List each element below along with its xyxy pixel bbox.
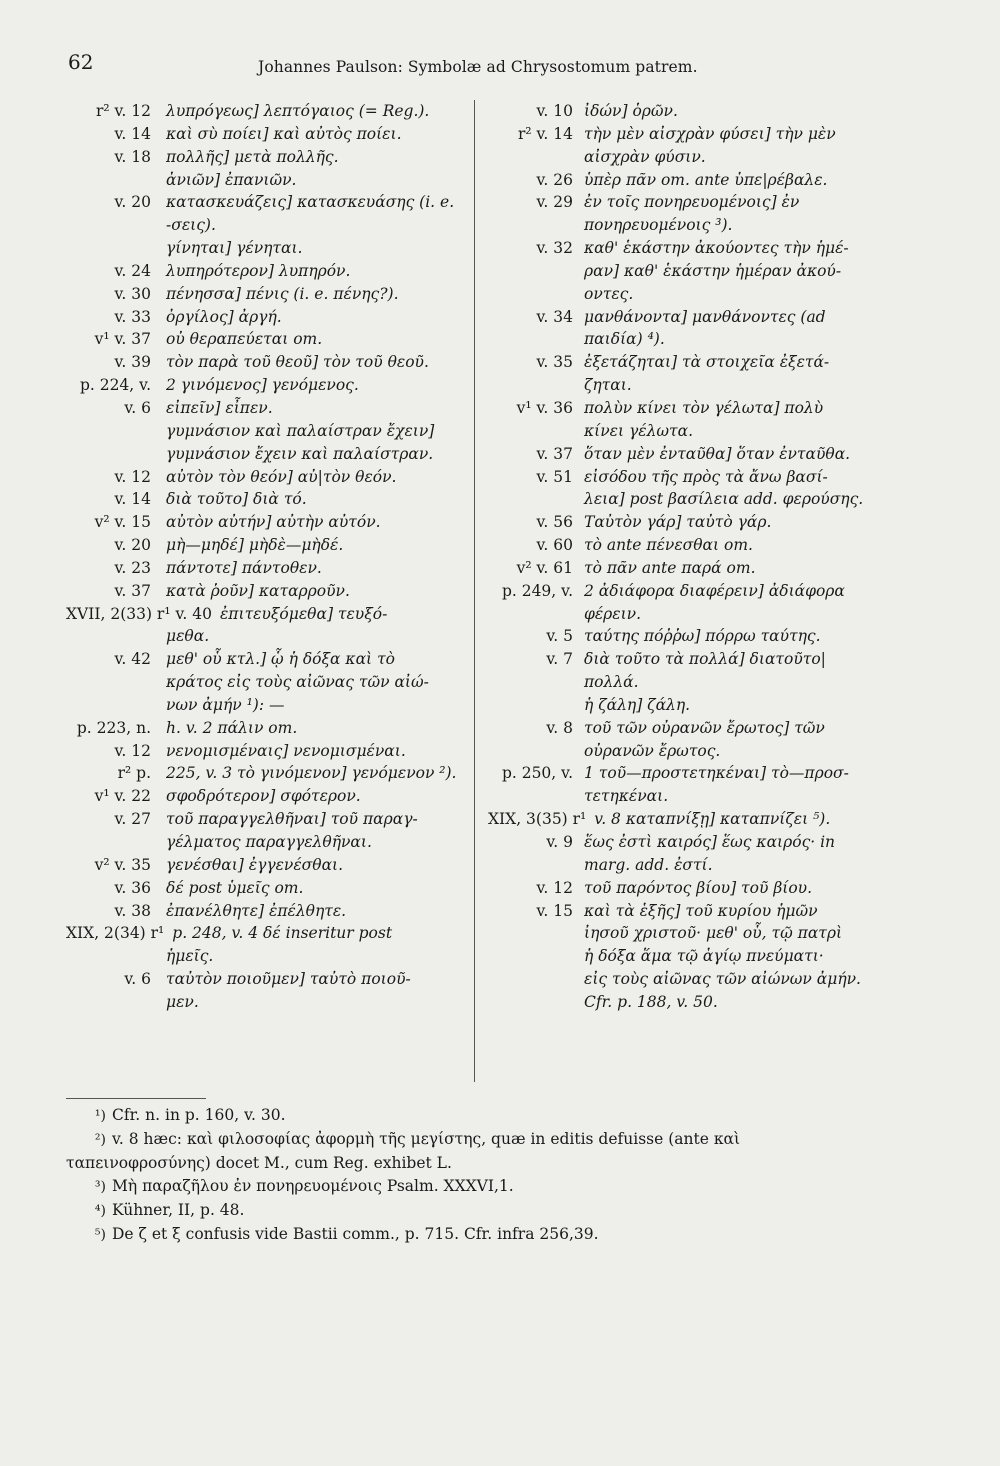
apparatus-line [488,968,918,991]
variant-reading: Cfr. p. 188, v. 50. [584,992,718,1011]
variant-reading: εἰς τοὺς αἰῶνας τῶν αἰώνων ἀμήν. [584,970,861,989]
apparatus-line [66,443,470,466]
line-reference: v. 36 [114,878,151,897]
footnote [66,1223,926,1247]
apparatus-line [66,420,470,443]
variant-reading: 225, v. 3 τὸ γινόμενον] γενόμενον ²). [166,764,457,783]
footnote-mark: ⁵) [94,1227,106,1243]
line-reference: v. 51 [536,467,573,486]
line-reference: v. 12 [114,741,151,760]
variant-reading: λυπηρότερον] λυπηρόν. [166,261,351,280]
apparatus-line [488,443,918,466]
variant-reading: καὶ τὰ ἑξῆς] τοῦ κυρίου ἡμῶν [584,901,818,920]
footnote-text: De ζ et ξ confusis vide Bastii comm., p. 715. Cfr. infra 256,39. [112,1225,599,1243]
apparatus-line [488,625,918,648]
line-reference: v. 20 [114,193,151,212]
line-reference: v² v. 61 [516,558,573,577]
variant-reading: 1 τοῦ—προστετηκέναι] τὸ—προσ- [584,764,849,783]
variant-reading: παιδία) ⁴). [584,330,665,349]
variant-reading: ἰδών] ὁρῶν. [584,102,678,120]
variant-reading: καὶ σὺ ποίει] καὶ αὐτὸς ποίει. [166,124,402,143]
line-reference: v. 12 [536,878,573,897]
apparatus-line [488,900,918,923]
variant-reading: ἀνιῶν] ἐπανιῶν. [166,170,297,189]
apparatus-line [66,968,470,991]
line-reference: v. 9 [546,833,573,851]
variant-reading: τετηκέναι. [584,787,669,806]
line-reference: p. 224, v. [79,376,151,395]
variant-reading: p. 248, v. 4 δέ inseritur post [172,924,393,943]
variant-reading: σφοδρότερον] σφότερον. [166,787,361,806]
apparatus-line [488,191,918,214]
line-reference: v. 37 [536,444,573,463]
line-reference: v. 26 [536,170,573,189]
apparatus-line [488,785,918,808]
apparatus-line [488,420,918,443]
variant-reading: μεν. [166,992,199,1011]
variant-reading: εἰπεῖν] εἶπεν. [166,398,273,417]
apparatus-line [488,831,918,854]
footnote [66,1128,926,1152]
variant-reading: νων ἀμήν ¹): — [166,695,285,714]
line-reference: v¹ v. 36 [516,398,573,417]
line-reference: v. 7 [546,650,573,669]
apparatus-line [66,351,470,374]
variant-reading: h. v. 2 πάλιν om. [166,718,298,737]
right-column [488,100,918,1014]
apparatus-line [488,351,918,374]
apparatus-line [66,740,470,763]
line-reference: v. 32 [536,239,573,258]
variant-reading: πονηρευομένοις ³). [584,216,733,235]
line-reference: p. 249, v. [501,581,573,600]
apparatus-line [488,214,918,237]
apparatus-line [488,100,918,123]
apparatus-line [66,534,470,557]
variant-reading: μὴ—μηδέ] μὴδὲ—μὴδέ. [166,536,344,555]
line-reference: v. 35 [536,353,573,372]
line-reference: v. 29 [536,193,573,212]
variant-reading: ἐν τοῖς πονηρευομένοις] ἐν [584,193,800,212]
variant-reading: διὰ τοῦτο τὰ πολλά] διατοῦτο| [584,650,826,669]
apparatus-line [66,191,470,214]
apparatus-line [66,511,470,534]
variant-reading: οὐρανῶν ἔρωτος. [584,741,721,760]
apparatus-line [488,877,918,900]
variant-reading: δέ post ὑμεῖς om. [166,878,304,897]
apparatus-line [488,123,918,146]
apparatus-line [66,306,470,329]
footnote-text: Μὴ παραζῆλου ἐν πονηρευομένοις Psalm. XXXVI,1. [112,1177,514,1195]
footnote-rule [66,1098,206,1099]
line-reference: v. 33 [114,307,151,326]
apparatus-line [66,717,470,740]
variant-reading: οὐ θεραπεύεται om. [166,330,323,349]
variant-reading: ὑπὲρ πᾶν om. ante ὑπε|ρέβαλε. [584,170,828,189]
apparatus-line [488,397,918,420]
line-reference: v. 8 [546,718,573,737]
apparatus-line [488,511,918,534]
line-reference: v. 56 [536,513,573,532]
apparatus-line [488,283,918,306]
variant-reading: ἕως ἐστὶ καιρός] ἕως καιρός· in [584,833,836,851]
line-reference: v. 42 [114,650,151,669]
apparatus-line [488,260,918,283]
line-reference: v. 23 [114,558,151,577]
line-reference: v. 38 [114,901,151,920]
apparatus-line [488,762,918,785]
variant-reading: τὸν παρὰ τοῦ θεοῦ] τὸν τοῦ θεοῦ. [166,353,429,372]
variant-reading: κράτος εἰς τοὺς αἰῶνας τῶν αἰώ- [166,673,429,692]
variant-reading: φέρειν. [584,604,642,623]
apparatus-line [66,146,470,169]
apparatus-line [488,169,918,192]
variant-reading: ἐπιτευξόμεθα] τευξό- [219,604,388,623]
variant-reading: κίνει γέλωτα. [584,421,693,440]
variant-reading: αἰσχρὰν φύσιν. [584,147,706,166]
variant-reading: τὴν μὲν αἰσχρὰν φύσει] τὴν μὲν [584,124,836,143]
apparatus-line [66,762,470,785]
apparatus-line [488,671,918,694]
variant-reading: 2 γινόμενος] γενόμενος. [166,376,359,395]
variant-reading: μεθα. [166,627,210,646]
apparatus-line [66,831,470,854]
apparatus-line [66,488,470,511]
variant-reading: λεια] post βασίλεια add. φερούσης. [584,490,864,509]
apparatus-line [488,328,918,351]
footnote [66,1199,926,1223]
line-reference: v. 37 [114,581,151,600]
variant-reading: ὅταν μὲν ἐνταῦθα] ὅταν ἐνταῦθα. [584,444,851,463]
line-reference: v. 6 [124,398,151,417]
line-reference: r² v. 12 [95,102,151,120]
variant-reading: v. 8 καταπνίξῃ] καταπνίζει ⁵). [594,810,831,829]
line-reference: v. 6 [124,970,151,989]
apparatus-line [488,922,918,945]
apparatus-line [66,694,470,717]
apparatus-line [488,557,918,580]
apparatus-line [488,694,918,717]
variant-reading: γυμνάσιον ἔχειν καὶ παλαίστραν. [166,444,434,463]
footnote-text: v. 8 hæc: καὶ φιλοσοφίας ἀφορμὴ τῆς μεγίστης, quæ in editis defuisse (ante καὶ [112,1130,741,1148]
apparatus-line [488,991,918,1014]
footnote-text: Kühner, II, p. 48. [112,1201,245,1219]
line-reference: v. 30 [114,284,151,303]
variant-reading: μεθ' οὗ κτλ.] ᾧ ἡ δόξα καὶ τὸ [166,650,395,669]
line-reference: XIX, 3(35) r¹ [488,810,587,829]
line-reference: v. 60 [536,536,573,555]
footnote [66,1175,926,1199]
variant-reading: ταύτης πόῤῥω] πόρρω ταύτης. [584,627,821,646]
line-reference: r² p. [117,764,151,783]
running-head: Johannes Paulson: Symbolæ ad Chrysostomum patrem. [258,58,698,76]
variant-reading: γίνηται] γένηται. [166,239,303,258]
apparatus-line [66,625,470,648]
variant-reading: οντες. [584,284,634,303]
line-reference: p. 250, v. [501,764,573,783]
footnote-mark: ¹) [94,1108,106,1124]
variant-reading: ἐξετάζηται] τὰ στοιχεῖα ἐξετά- [584,353,830,372]
apparatus-line [488,945,918,968]
line-reference: v² v. 35 [94,855,151,874]
line-reference: p. 223, n. [76,718,151,737]
apparatus-line [66,237,470,260]
variant-reading: αὐτὸν τὸν θεόν] αὐ|τὸν θεόν. [166,467,397,486]
variant-reading: ἡμεῖς. [166,947,214,966]
apparatus-line [488,740,918,763]
variant-reading: Ταὐτὸν γάρ] ταὐτὸ γάρ. [584,513,772,532]
variant-reading: τοῦ τῶν οὐρανῶν ἔρωτος] τῶν [584,718,825,737]
apparatus-line [488,466,918,489]
variant-reading: πολλά. [584,673,639,692]
line-reference: v. 14 [114,124,151,143]
apparatus-line [488,603,918,626]
line-reference: v¹ v. 37 [94,330,151,349]
apparatus-line [488,488,918,511]
variant-reading: γέλματος παραγγελθῆναι. [166,833,372,851]
footnote-mark: ³) [94,1179,106,1195]
footnote [66,1104,926,1128]
variant-reading: marg. add. ἐστί. [584,855,713,874]
apparatus-line [66,648,470,671]
line-reference: v. 14 [114,490,151,509]
left-column [66,100,470,1014]
line-reference: v¹ v. 22 [94,787,151,806]
apparatus-line [488,237,918,260]
variant-reading: γενέσθαι] ἐγγενέσθαι. [166,855,344,874]
footnote-text: Cfr. n. in p. 160, v. 30. [112,1106,286,1124]
footnote-text: ταπεινοφροσύνης) docet M., cum Reg. exhibet L. [66,1154,452,1172]
apparatus-line [66,922,470,945]
variant-reading: πάντοτε] πάντοθεν. [166,558,322,577]
footnote-mark: ⁴) [94,1203,106,1219]
variant-reading: ὀργίλος] ἀργή. [166,307,282,326]
apparatus-line [66,808,470,831]
apparatus-line [66,374,470,397]
apparatus-line [66,214,470,237]
line-reference: v. 27 [114,810,151,829]
variant-reading: γυμνάσιον καὶ παλαίστραν ἔχειν] [166,421,435,440]
apparatus-line [66,603,470,626]
apparatus-line [488,717,918,740]
apparatus-line [66,945,470,968]
line-reference: v. 24 [114,261,151,280]
variant-reading: ἐπανέλθητε] ἐπέλθητε. [166,901,347,920]
apparatus-line [66,283,470,306]
variant-reading: εἰσόδου τῆς πρὸς τὰ ἄνω βασί- [584,467,828,486]
apparatus-line [488,146,918,169]
line-reference: v. 15 [536,901,573,920]
variant-reading: τοῦ παρόντος βίου] τοῦ βίου. [584,878,813,897]
apparatus-line [66,169,470,192]
apparatus-line [66,580,470,603]
variant-reading: κατὰ ῥοῦν] καταρροῦν. [166,581,350,600]
variant-reading: -σεις). [166,216,216,235]
page-number: 62 [68,50,94,74]
variant-reading: ζηται. [584,376,632,395]
apparatus-line [66,557,470,580]
apparatus-line [66,123,470,146]
apparatus-line [66,100,470,123]
variant-reading: αὐτὸν αὐτήν] αὐτὴν αὐτόν. [166,513,381,532]
apparatus-line [66,466,470,489]
line-reference: v. 10 [536,102,573,120]
line-reference: v. 18 [114,147,151,166]
line-reference: v. 39 [114,353,151,372]
apparatus-line [488,808,918,831]
apparatus-line [488,854,918,877]
variant-reading: ἰησοῦ χριστοῦ· μεθ' οὗ, τῷ πατρὶ [584,924,843,943]
apparatus-line [488,580,918,603]
apparatus-line [66,785,470,808]
apparatus-line [66,991,470,1014]
line-reference: v. 34 [536,307,573,326]
apparatus-line [66,877,470,900]
variant-reading: μανθάνοντα] μανθάνοντες (ad [584,307,826,326]
line-reference: v. 5 [546,627,573,646]
column-divider [474,100,475,1082]
variant-reading: κατασκευάζεις] κατασκευάσης (i. e. [166,193,455,212]
apparatus-line [66,671,470,694]
variant-reading: τοῦ παραγγελθῆναι] τοῦ παραγ- [166,810,418,829]
variant-reading: ἡ δόξα ἅμα τῷ ἁγίῳ πνεύματι· [584,947,824,966]
variant-reading: καθ' ἑκάστην ἀκούοντες τὴν ἡμέ- [584,239,849,258]
variant-reading: ταὐτὸν ποιοῦμεν] ταὐτὸ ποιοῦ- [166,970,411,989]
apparatus-line [488,534,918,557]
variant-reading: νενομισμέναις] νενομισμέναι. [166,741,406,760]
variant-reading: ἡ ζάλη] ζάλη. [584,695,691,714]
line-reference: v. 12 [114,467,151,486]
variant-reading: πολὺν κίνει τὸν γέλωτα] πολὺ [584,398,824,417]
line-reference: XIX, 2(34) r¹ [66,924,165,943]
footnote-mark: ²) [94,1132,106,1148]
footnotes [66,1104,926,1247]
apparatus-line [488,306,918,329]
line-reference: r² v. 14 [517,124,573,143]
apparatus-line [66,260,470,283]
variant-reading: πολλῆς] μετὰ πολλῆς. [166,147,339,166]
line-reference: XVII, 2(33) r¹ v. 40 [66,604,212,623]
line-reference: v² v. 15 [94,513,151,532]
variant-reading: τὸ ante πένεσθαι om. [584,536,753,555]
variant-reading: ραν] καθ' ἑκάστην ἡμέραν ἀκού- [584,261,842,280]
apparatus-line [66,900,470,923]
variant-reading: τὸ πᾶν ante παρά om. [584,558,756,577]
variant-reading: πένησσα] πένις (i. e. πένης?). [166,284,399,303]
footnote [66,1152,926,1175]
line-reference: v. 20 [114,536,151,555]
apparatus-line [66,328,470,351]
apparatus-line [488,648,918,671]
variant-reading: διὰ τοῦτο] διὰ τό. [166,490,307,509]
apparatus-line [66,854,470,877]
apparatus-line [488,374,918,397]
variant-reading: λυπρόγεως] λεπτόγαιος (= Reg.). [166,102,430,120]
apparatus-line [66,397,470,420]
variant-reading: 2 ἀδιάφορα διαφέρειν] ἀδιάφορα [584,581,845,600]
